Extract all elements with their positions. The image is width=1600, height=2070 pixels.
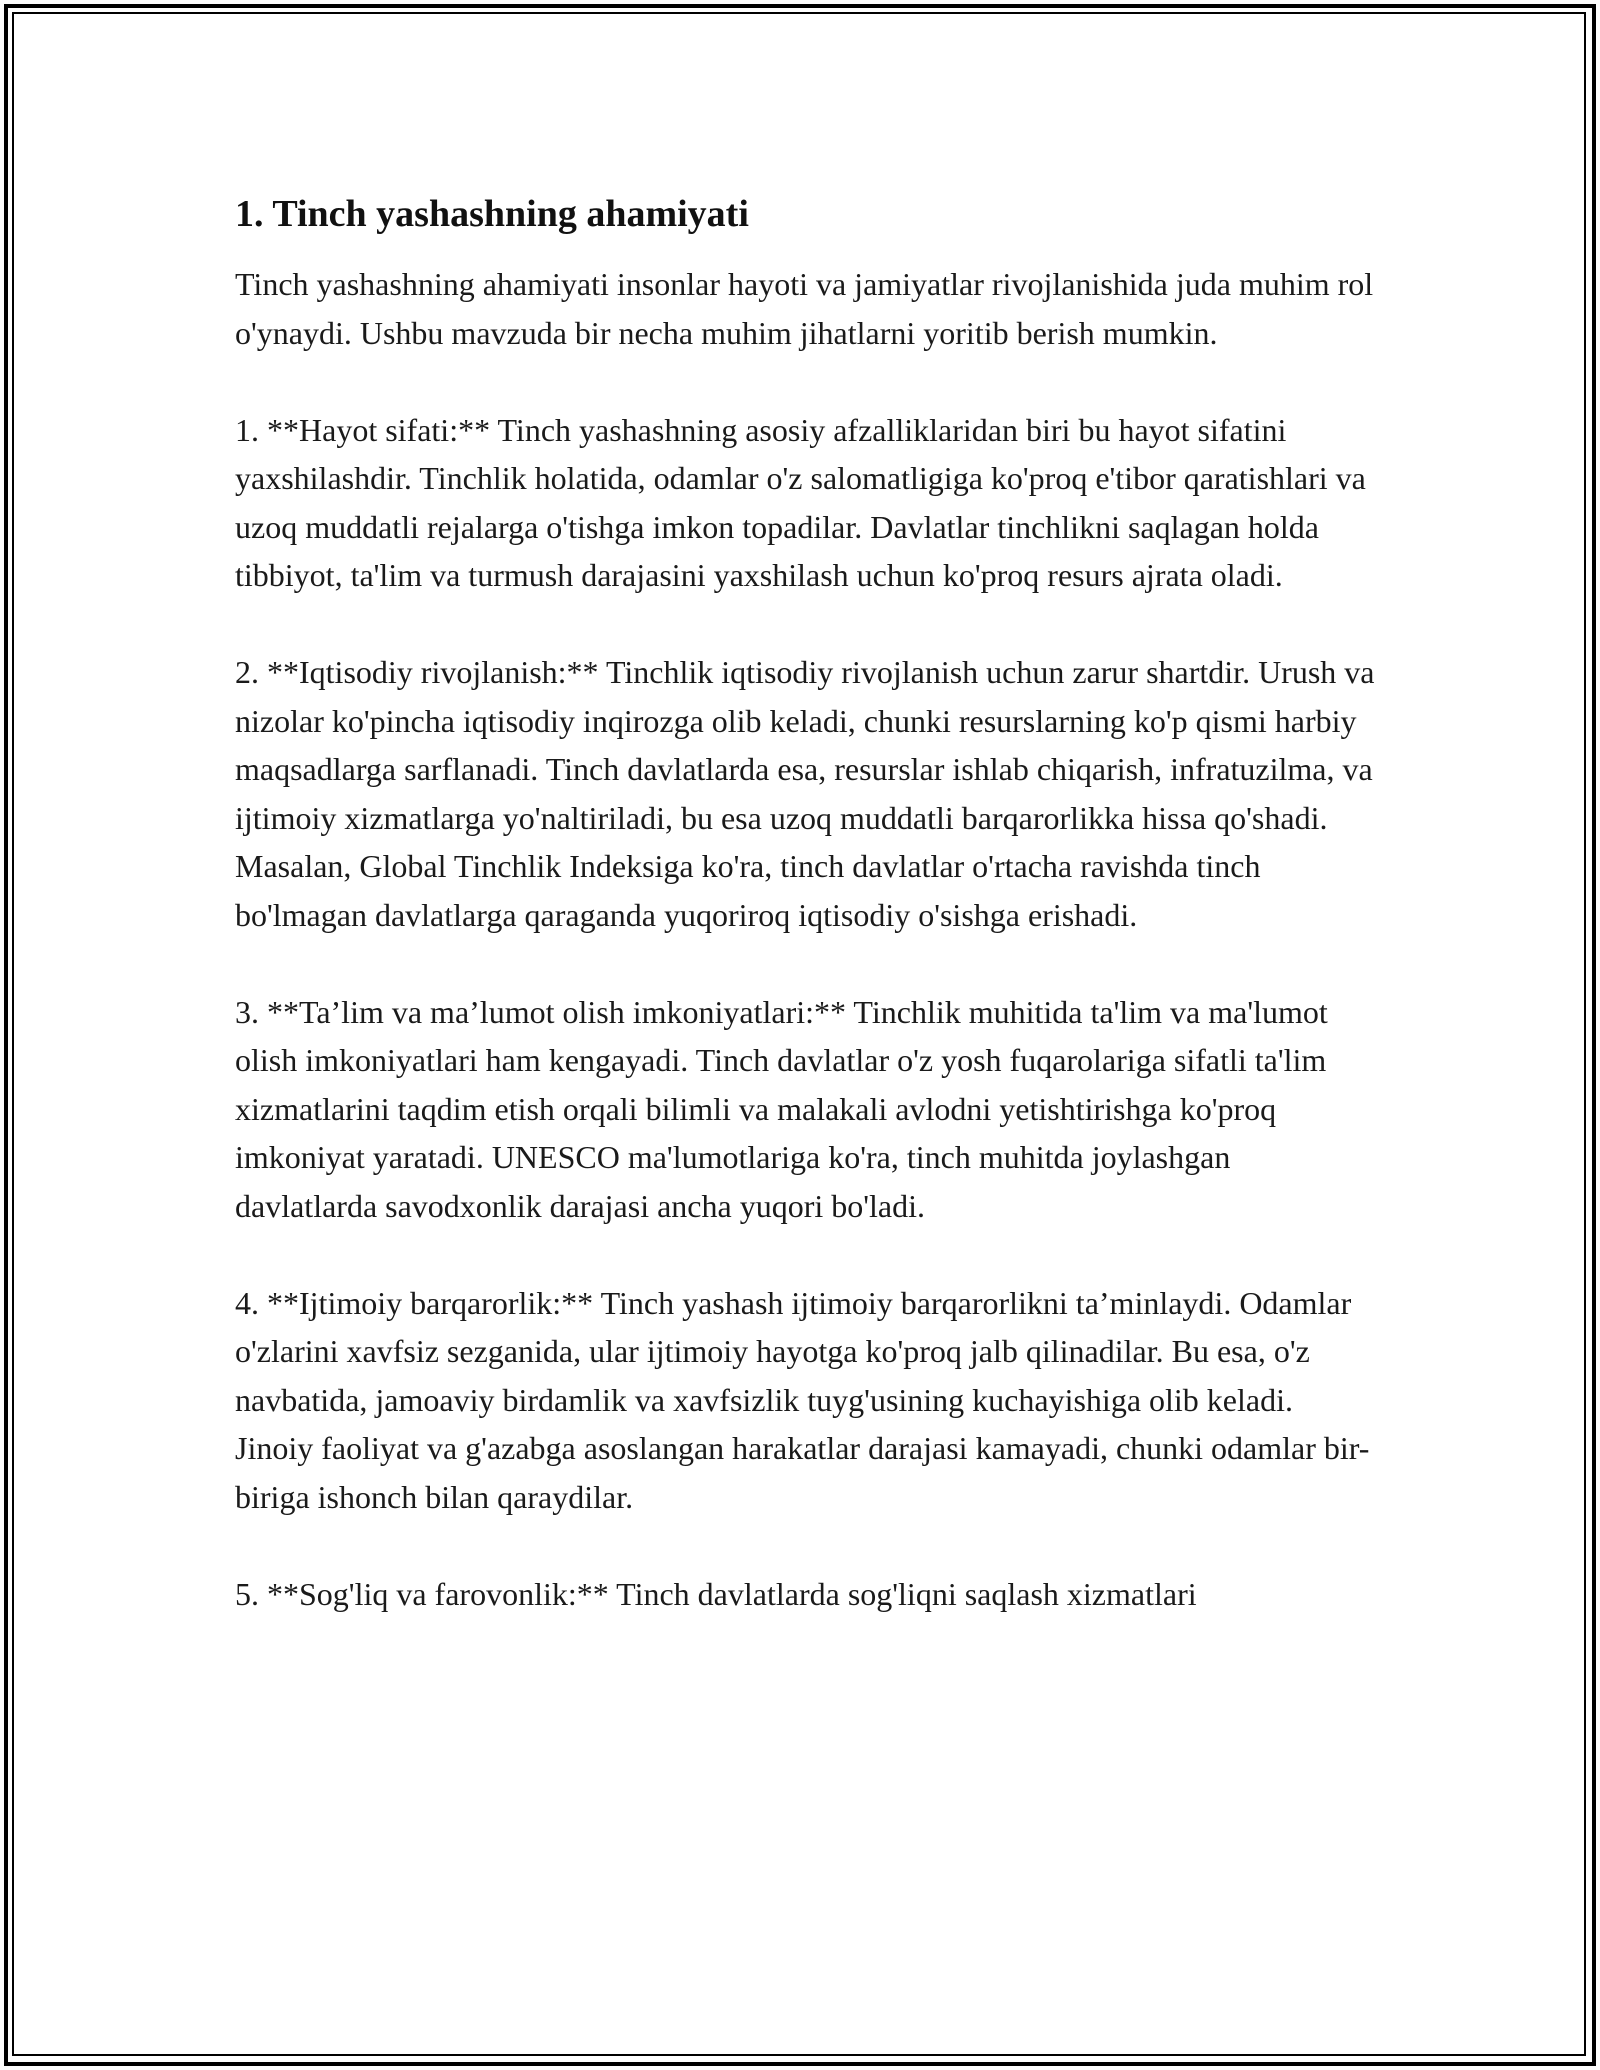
paragraph-hayot-sifati: 1. **Hayot sifati:** Tinch yashashning asosiy afzalliklaridan biri bu hayot sifatini yaxshilashdir. Tinchlik holatida, odamlar o'z salomatligiga ko'proq e'tibor qaratishlari va uzoq muddatli rejalarga o'tishga imkon topadilar. Davlatlar tinchlikni saqlagan holda tibbiyot, ta'lim va turmush darajasini yaxshilash uchun ko'proq resurs ajrata oladi. xyxy=(235,411,1366,593)
intro-paragraph: Tinch yashashning ahamiyati insonlar hayoti va jamiyatlar rivojlanishida juda muhim rol o'ynaydi. Ushbu mavzuda bir necha muhim jihatlarni yoritib berish mumkin. xyxy=(235,266,1374,351)
paragraph-talim: 3. **Ta’lim va ma’lumot olish imkoniyatlari:** Tinchlik muhitida ta'lim va ma'lumot olish imkoniyatlari ham kengayadi. Tinch davlatlar o'z yosh fuqarolariga sifatli ta'lim xizmatlarini taqdim etish orqali bilimli va malakali avlodni yetishtirishga ko'proq imkoniyat yaratadi. UNESCO ma'lumotlariga ko'ra, tinch muhitda joylashgan davlatlarda savodxonlik darajasi ancha yuqori bo'ladi. xyxy=(235,993,1328,1224)
document-title: 1. Tinch yashashning ahamiyati xyxy=(235,193,749,235)
paragraph-ijtimoiy-barqarorlik: 4. **Ijtimoiy barqarorlik:** Tinch yashash ijtimoiy barqarorlikni ta’minlaydi. Odamlar o'zlarini xavfsiz sezganida, ular ijtimoiy hayotga ko'proq jalb qilinadilar. Bu esa, o'z navbatida, jamoaviy birdamlik va xavfsizlik tuyg'usining kuchayishiga olib keladi. Jinoiy faoliyat va g'azabga asoslangan harakatlar darajasi kamayadi, chunki odamlar bir-biriga ishonch bilan qaraydilar. xyxy=(235,1284,1370,1515)
document-body xyxy=(235,186,1375,1618)
paragraph-iqtisodiy-rivojlanish: 2. **Iqtisodiy rivojlanish:** Tinchlik iqtisodiy rivojlanish uchun zarur shartdir. Urush va nizolar ko'pincha iqtisodiy inqirozga olib keladi, chunki resurslarning ko'p qismi harbiy maqsadlarga sarflanadi. Tinch davlatlarda esa, resurslar ishlab chiqarish, infratuzilma, va ijtimoiy xizmatlarga yo'naltiriladi, bu esa uzoq muddatli barqarorlikka hissa qo'shadi. Masalan, Global Tinchlik Indeksiga ko'ra, tinch davlatlar o'rtacha ravishda tinch bo'lmagan davlatlarga qaraganda yuqoriroq iqtisodiy o'sishga erishadi. xyxy=(235,654,1375,933)
paragraph-sogliq: 5. **Sog'liq va farovonlik:** Tinch davlatlarda sog'liqni saqlash xizmatlari xyxy=(235,1575,1197,1612)
